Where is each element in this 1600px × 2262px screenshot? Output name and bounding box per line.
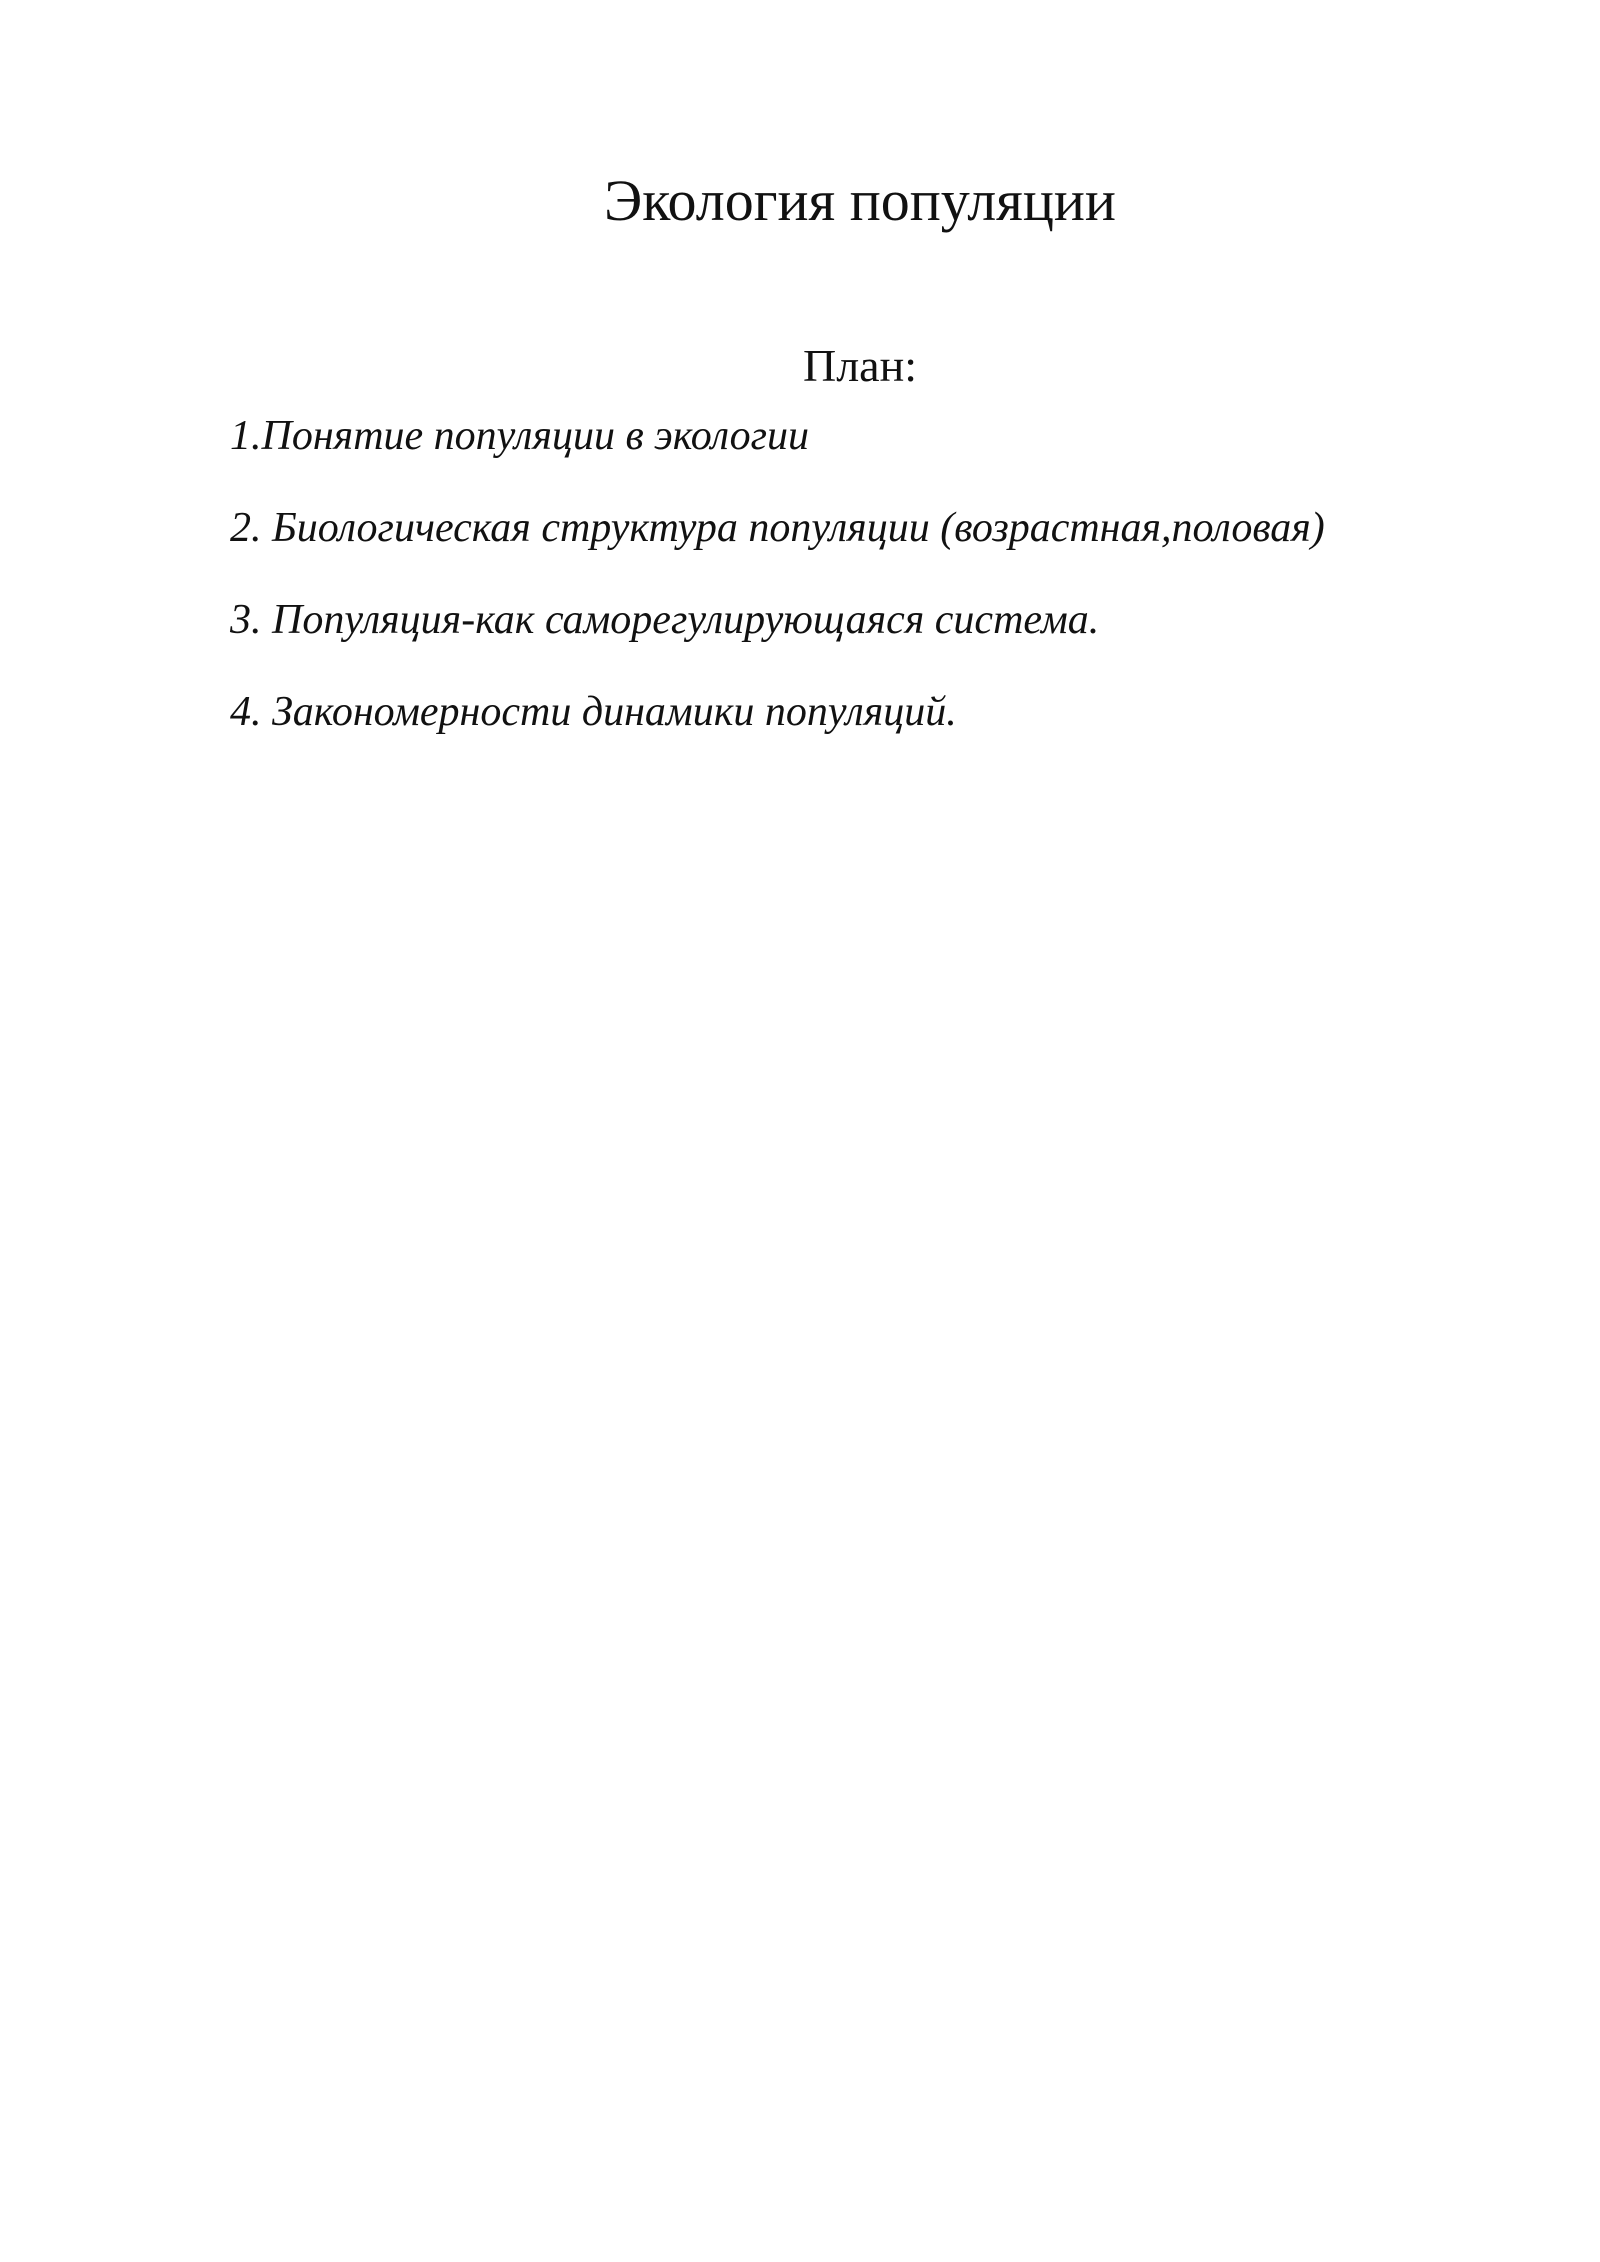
- plan-list: [230, 412, 1480, 780]
- plan-item: 1.Понятие популяции в экологии: [230, 413, 809, 459]
- plan-heading: План:: [803, 340, 917, 391]
- document-title: Экология популяции: [604, 168, 1116, 233]
- plan-item: 2. Биологическая структура популяции (возрастная,половая): [230, 505, 1325, 551]
- plan-item: 3. Популяция-как саморегулирующаяся система.: [230, 597, 1100, 643]
- plan-item: 4. Закономерности динамики популяций.: [230, 689, 957, 735]
